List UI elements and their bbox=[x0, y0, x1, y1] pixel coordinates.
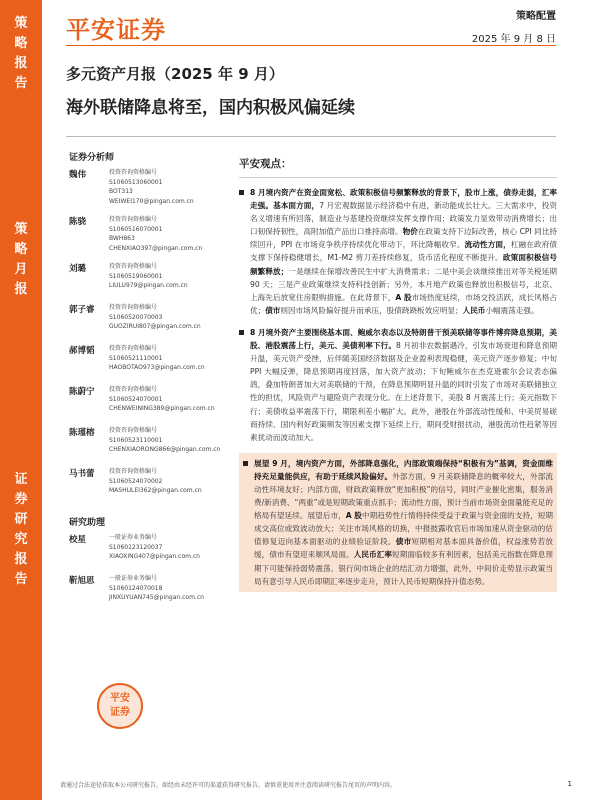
analyst-details: 投资咨询资格编号 S1060523110001 CHENXIAORONG866@pingan.com.cn bbox=[109, 427, 221, 453]
paragraph-domestic-august: 8 月境内资产在资金面宽松、政策积极信号频繁释放的背景下，股市上涨，债券走弱，汇率走强。基本面方面，7 月宏观数据显示经济稳中有进，新动能成长壮大。三大需求中，投资名义增速有所回落，制造业与基建投资继续发挥支撑作用；政策发力显效带动消费增长；出口韧保持韧性，高附加值产品出口推持高增。物价在政策支持下边际改善，核心 CPI 同比持续回升，PPI 在市场竞争秩序持续优化带动下，环比降幅收窄。流动性方面，杠融在政府债支撑下保持稳健增长，M1-M2 剪刀差持续修复，货币活化程度不断提升。政策面积极信号频繁释放；一是继续在保增改善民生中扩大消费需求；二是中美会谈继续推出对等关税延期 90 天；三是产业政策继续支持科技创新；另外，本月地产政策也释放出积极信号，北京、上海先后放宽住房限购措施。在此背景下，A 股市场热度延续，市场交投活跃，成长风格占优；债市则因市场风险偏好提升而承压，股债跷跷板效应明显；人民币小幅震荡走强。 bbox=[239, 186, 557, 317]
sidebar-label-report: 策 略 报 告 bbox=[14, 16, 28, 91]
page-number: 1 bbox=[567, 780, 572, 788]
analyst-email[interactable]: LIULU979@pingan.com.cn bbox=[109, 282, 188, 289]
analyst-name: 陈骁 bbox=[69, 217, 87, 227]
report-subtitle: 多元资产月报（2025 年 9 月） bbox=[66, 65, 284, 83]
analyst-details: 投资咨询资格编号 S1060524070001 CHENWEINING389@pingan.com.cn bbox=[109, 386, 215, 412]
title-divider bbox=[66, 136, 556, 137]
bullet-icon bbox=[239, 190, 244, 195]
analyst-details: 投资咨询资格编号 S1060516070001 BWH863 CHENXIAO397@pingan.com.cn bbox=[109, 216, 203, 252]
main-content bbox=[239, 156, 557, 601]
analyst-entry bbox=[69, 344, 229, 385]
analyst-entry bbox=[69, 262, 229, 303]
bullet-icon bbox=[239, 330, 244, 335]
assistant-entry bbox=[69, 574, 229, 615]
assistant-details: 一般证券业务编号 S1060123120037 XIAOXING407@pingan.com.cn bbox=[109, 534, 200, 560]
analyst-details: 投资咨询资格编号 S1060524070002 MASHULEI362@pingan.com.cn bbox=[109, 468, 202, 494]
analyst-entry bbox=[69, 303, 229, 344]
analyst-name: 郝博韬 bbox=[69, 346, 95, 356]
analyst-details: 投资咨询资格编号 S1060521110001 HAOBOTAO973@pingan.com.cn bbox=[109, 345, 205, 371]
paragraph-september-outlook: 展望 9 月，境内资产方面，外部降息强化，内部政策端保持“积极有为”基调，资金面维持充足量能供应，有助于延续风险偏好。外部方面，9 月美联储降息的概率较大，外部流动性环境友好；内部方面，财政政策释放“更加积极”的信号，同时产业催化密集，服务消费/新消费、“两重”或是短期政策重点抓手；流动性方面，预计当前市场资金面量能充足的格局有望延续。展望后市，A 股中期趋势性行情将持续受益于政策与资金面的支持，短期成交高位或致波动放大；关注市场风格的切换，中报披露收官后市场加速从资金驱动的估值修复迈向基本面驱动的业绩验证阶段。债市短期相对基本面具备价值，权益涨势若放缓，债市有望迎来顺风局面。人民币汇率短期面临较多有利因素，包括美元指数在降息预期下可能保持弱势震荡、银行间市场企业的结汇动力增强，此外，中间价走势显示政策当局有意引导人民币即期汇率逐步走升，预计人民币短期保持升值态势。 bbox=[243, 457, 553, 588]
analyst-column bbox=[69, 150, 229, 615]
analyst-name: 陈蔚宁 bbox=[69, 387, 95, 397]
assistant-entry bbox=[69, 533, 229, 574]
analyst-details: 投资咨询资格编号 S1060520070003 GUOZIRUI807@pingan.com.cn bbox=[109, 304, 201, 330]
analyst-entry bbox=[69, 168, 229, 215]
assistant-name: 校星 bbox=[69, 535, 87, 545]
footer-disclaimer: 请通过合法途径获取本公司研究报告，如经由未经许可的渠道获得研究报告，请慎重使用并注意阅读研究报告尾页的声明内容。 bbox=[60, 782, 397, 789]
analyst-details: 投资咨询资格编号 S1060513060001 BOT313 WEIWEI170@pingan.com.cn bbox=[109, 169, 194, 205]
section-heading: 平安观点： bbox=[239, 158, 292, 170]
analyst-email[interactable]: CHENXIAORONG866@pingan.com.cn bbox=[109, 446, 221, 453]
analyst-name: 马书蕾 bbox=[69, 469, 95, 479]
analyst-email[interactable]: MASHULEI362@pingan.com.cn bbox=[109, 487, 202, 494]
analyst-email[interactable]: GUOZIRUI807@pingan.com.cn bbox=[109, 323, 201, 330]
doc-type: 策略配置 bbox=[516, 11, 556, 22]
paragraph-overseas-august: 8 月境外资产主要围绕基本面、鲍威尔表态以及特朗普干预美联储等事件博弈降息预期，美股、港股震荡上行，美元、美债利率下行。8 月初非农数据遇冷，引发市场衰退和降息预期升温，美元资产受挫，后伴随美国经济数据及企业盈利表现稳健，美元资产逐步修复；中旬 PPI 大幅反弹，降息预期再度回落，加大资产波动；下旬鲍威尔在杰克逊霍尔会议表态偏鸽，叠加特朗普加大对美联储的干预，在降息预期明显升温的同时引发了市场对美联储独立性的担忧，风险资产与避险资产表现分化。在上述背景下，美股 8 月震荡上行；美元指数下行；美债收益率震荡下行，期限利差小幅扩大。此外，港股在外部流动性缓和、中美贸易磋商持续、国内利好政策频发等因素支撑下延续上行，期间受财报扰动，港股流动性趋紧等因素扰动而波动加大。 bbox=[239, 326, 557, 444]
sidebar-label-monthly: 策 略 月 报 bbox=[14, 222, 28, 297]
analyst-name: 郭子睿 bbox=[69, 305, 95, 315]
company-logo: 平安证券 bbox=[66, 16, 166, 44]
analyst-name: 刘璐 bbox=[69, 264, 87, 274]
bullet-icon bbox=[243, 461, 248, 466]
assistant-email[interactable]: JINXUYUAN745@pingan.com.cn bbox=[109, 594, 204, 601]
analyst-entry bbox=[69, 385, 229, 426]
analyst-entry bbox=[69, 467, 229, 508]
sidebar-label-securities-research: 证 券 研 究 报 告 bbox=[14, 472, 28, 587]
assistants-heading: 研究助理 bbox=[69, 518, 106, 528]
section-divider bbox=[239, 177, 557, 178]
analyst-email[interactable]: CHENXIAO397@pingan.com.cn bbox=[109, 244, 203, 252]
assistant-name: 靳旭思 bbox=[69, 576, 95, 586]
sidebar-band bbox=[0, 0, 42, 800]
analyst-name: 陈瑾榕 bbox=[69, 428, 95, 438]
analysts-heading: 证券分析师 bbox=[69, 153, 115, 163]
analyst-email[interactable]: WEIWEI170@pingan.com.cn bbox=[109, 197, 194, 205]
report-date: 2025 年 9 月 8 日 bbox=[471, 34, 556, 45]
analyst-entry bbox=[69, 426, 229, 467]
company-stamp: 平安 证券 bbox=[97, 683, 143, 729]
header-divider bbox=[66, 45, 556, 46]
analyst-email[interactable]: CHENWEINING389@pingan.com.cn bbox=[109, 405, 215, 412]
assistant-details: 一般证券业务编号 S1060124070018 JINXUYUAN745@pingan.com.cn bbox=[109, 575, 204, 601]
analyst-email[interactable]: HAOBOTAO973@pingan.com.cn bbox=[109, 364, 205, 371]
report-title: 海外联储降息将至，国内积极风偏延续 bbox=[66, 98, 355, 118]
assistant-email[interactable]: XIAOXING407@pingan.com.cn bbox=[109, 553, 200, 560]
analyst-name: 魏伟 bbox=[69, 170, 87, 180]
outlook-highlight-box bbox=[239, 453, 557, 592]
analyst-details: 投资咨询资格编号 S1060519060001 LIULU979@pingan.com.cn bbox=[109, 263, 188, 289]
analyst-entry bbox=[69, 215, 229, 262]
